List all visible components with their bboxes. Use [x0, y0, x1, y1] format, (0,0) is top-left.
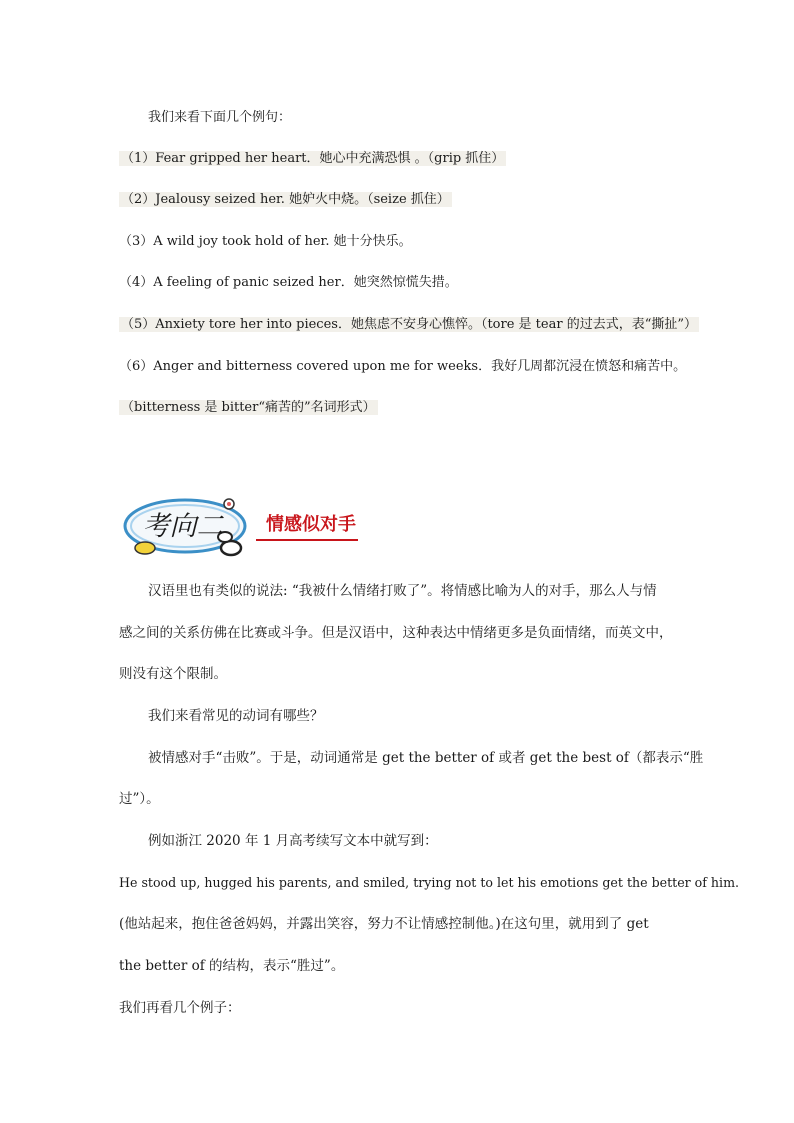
example-5: [119, 315, 699, 335]
example-3: （3）A wild joy took hold of her. 她十分快乐。: [119, 234, 412, 249]
example-6-note: [119, 398, 378, 418]
section-badge-icon: [117, 490, 257, 560]
intro-line: 我们来看下面几个例句：: [148, 110, 292, 125]
example-6: （6）Anger and bitterness covered upon me for weeks．我好几周都沉浸在愤怒和痛苦中。: [119, 359, 687, 374]
section-title: 情感似对手: [256, 514, 358, 541]
body-p1-l1: 汉语里也有类似的说法: “我被什么情绪打败了”。将情感比喻为人的对手，那么人与情: [148, 583, 657, 599]
body-p5-l2: (他站起来，抱住爸爸妈妈，并露出笑容，努力不让情感控制他。)在这句里，就用到了 get: [119, 916, 649, 932]
body-p1-l3: 则没有这个限制。: [119, 666, 227, 682]
example-1: [119, 149, 506, 169]
body-p5-l1: He stood up, hugged his parents, and smiled, trying not to let his emotions get the better of him.: [119, 875, 740, 890]
example-1-text: （1）Fear gripped her heart．她心中充满恐惧 。（grip 抓住）: [121, 151, 505, 166]
body-p5-l3: the better of 的结构，表示“胜过”。: [119, 958, 345, 974]
body-p2: 我们来看常见的动词有哪些？: [148, 708, 324, 724]
body-p6: 我们再看几个例子：: [119, 1000, 241, 1016]
example-6-note-text: （bitterness 是 bitter“痛苦的”名词形式）: [121, 400, 376, 415]
body-p4: 例如浙江 2020 年 1 月高考续写文本中就写到：: [148, 833, 438, 849]
body-p1-l2: 感之间的关系仿佛在比赛或斗争。但是汉语中，这种表达中情绪更多是负面情绪，而英文中，: [119, 625, 673, 641]
body-p3-l2: 过”）。: [119, 791, 160, 807]
example-4: （4）A feeling of panic seized her．她突然惊慌失措。: [119, 275, 458, 290]
example-5-text: （5）Anxiety tore her into pieces．她焦虑不安身心憔悴。（tore 是 tear 的过去式，表“撕扯”）: [121, 317, 697, 332]
body-p3-l1: 被情感对手“击败”。于是，动词通常是 get the better of 或者 get the best of（都表示“胜: [148, 750, 704, 766]
example-2-text: （2）Jealousy seized her. 她妒火中烧。（seize 抓住）: [121, 192, 450, 207]
section-badge-label: 考向二: [142, 511, 224, 542]
example-2: [119, 190, 452, 210]
